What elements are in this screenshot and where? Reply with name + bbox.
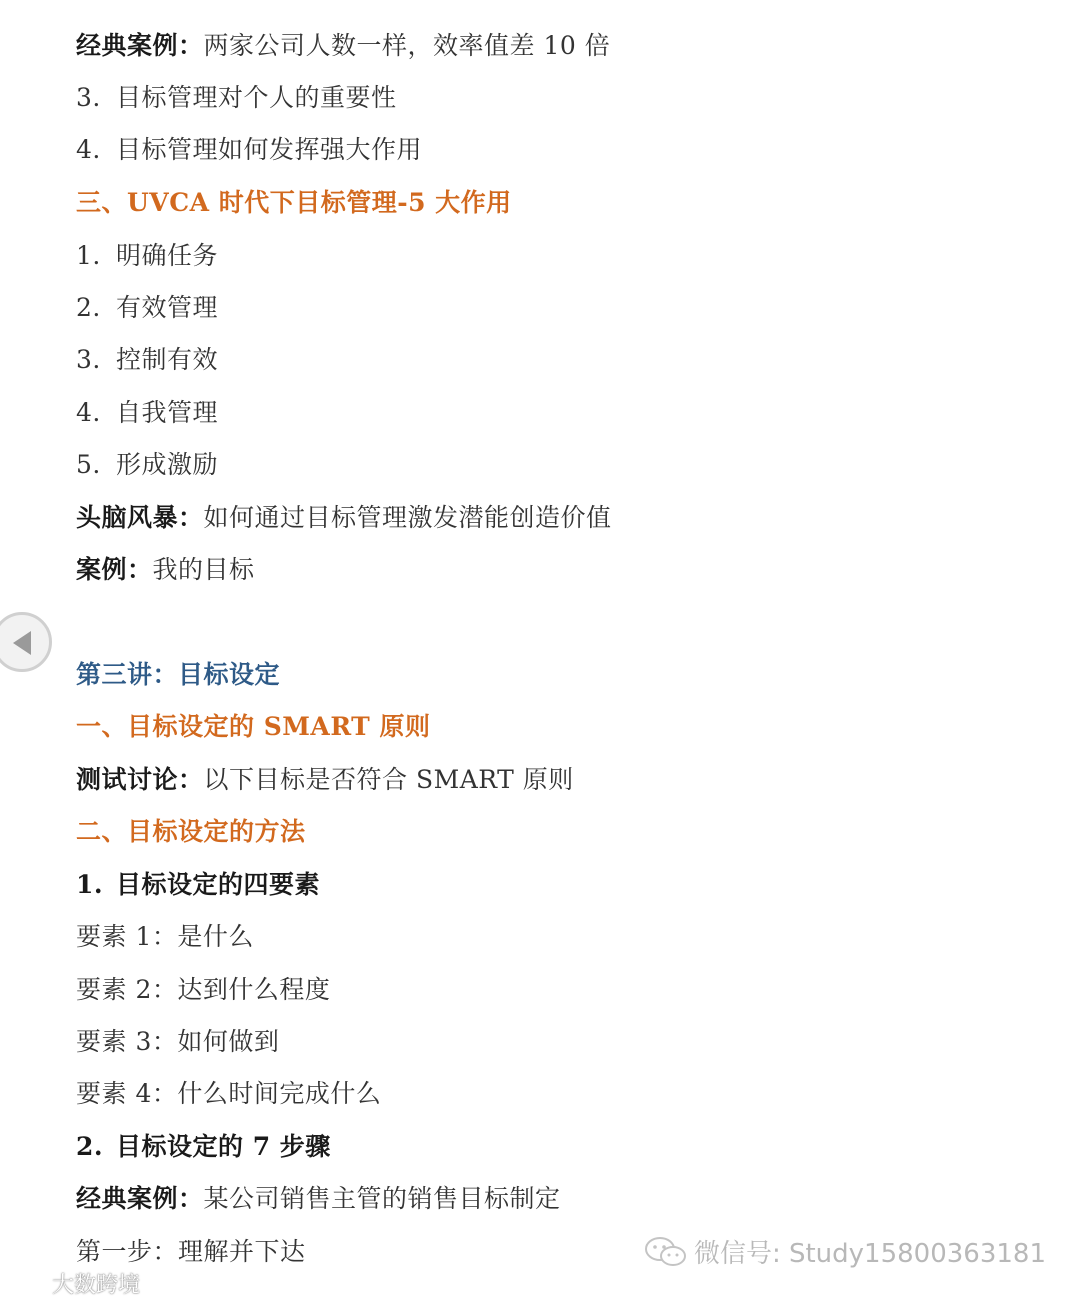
lecture-heading: 第三讲：目标设定 — [76, 660, 281, 689]
list-item — [76, 134, 422, 166]
wechat-watermark — [644, 1233, 1046, 1270]
element-line: 要素 4：什么时间完成什么 — [76, 1079, 382, 1108]
list-number: 4. — [76, 398, 101, 427]
weibo-watermark-text: 大数跨境 — [52, 1273, 141, 1298]
line-text: 以下目标是否符合 SMART 原则 — [203, 765, 574, 794]
line-label: 经典案例： — [76, 1184, 204, 1213]
case-line-3 — [76, 1183, 561, 1215]
brainstorm-line — [76, 502, 612, 534]
section-heading: 三、UVCA 时代下目标管理-5 大作用 — [76, 188, 512, 217]
discussion-line — [76, 764, 574, 796]
list-item — [76, 292, 218, 324]
arrow-left-icon — [9, 629, 35, 657]
list-item — [76, 240, 218, 272]
element-line: 要素 1：是什么 — [76, 922, 254, 951]
line-text: 某公司销售主管的销售目标制定 — [203, 1184, 561, 1213]
step-line: 第一步：理解并下达 — [76, 1237, 306, 1266]
list-text: 目标设定的 7 步骤 — [116, 1132, 331, 1161]
weibo-icon — [8, 1272, 48, 1296]
list-text: 明确任务 — [116, 241, 219, 270]
list-number: 5. — [76, 450, 101, 479]
weibo-watermark — [8, 1268, 140, 1299]
line-label: 测试讨论： — [76, 765, 204, 794]
list-number: 3. — [76, 345, 101, 374]
list-item — [76, 449, 218, 481]
list-text: 目标设定的四要素 — [116, 870, 321, 899]
line-text: 我的目标 — [152, 555, 255, 584]
section-heading: 一、目标设定的 SMART 原则 — [76, 712, 431, 741]
section-heading: 二、目标设定的方法 — [76, 817, 306, 846]
list-item — [76, 82, 397, 114]
list-number: 3. — [76, 83, 101, 112]
list-text: 有效管理 — [116, 293, 219, 322]
subsection-item — [76, 869, 320, 901]
list-text: 形成激励 — [116, 450, 219, 479]
list-text: 目标管理如何发挥强大作用 — [116, 135, 423, 164]
list-number: 1. — [76, 241, 101, 270]
list-text: 控制有效 — [116, 345, 219, 374]
list-number: 1. — [76, 870, 104, 899]
element-line: 要素 3：如何做到 — [76, 1027, 280, 1056]
case-line-1 — [76, 30, 610, 62]
list-number: 2. — [76, 293, 101, 322]
subsection-item — [76, 1131, 331, 1163]
line-text: 如何通过目标管理激发潜能创造价值 — [203, 503, 612, 532]
line-text: 两家公司人数一样，效率值差 10 倍 — [203, 31, 611, 60]
list-number: 4. — [76, 135, 101, 164]
wechat-id-text: 微信号: Study15800363181 — [693, 1239, 1046, 1269]
line-label: 经典案例： — [76, 31, 204, 60]
case-line-2 — [76, 554, 255, 586]
element-line: 要素 2：达到什么程度 — [76, 975, 331, 1004]
prev-page-button[interactable] — [0, 612, 52, 672]
list-text: 自我管理 — [116, 398, 219, 427]
line-label: 头脑风暴： — [76, 503, 204, 532]
list-item — [76, 344, 218, 376]
list-number: 2. — [76, 1132, 104, 1161]
line-label: 案例： — [76, 555, 153, 584]
list-item — [76, 397, 218, 429]
list-text: 目标管理对个人的重要性 — [116, 83, 397, 112]
wechat-icon — [644, 1236, 688, 1268]
